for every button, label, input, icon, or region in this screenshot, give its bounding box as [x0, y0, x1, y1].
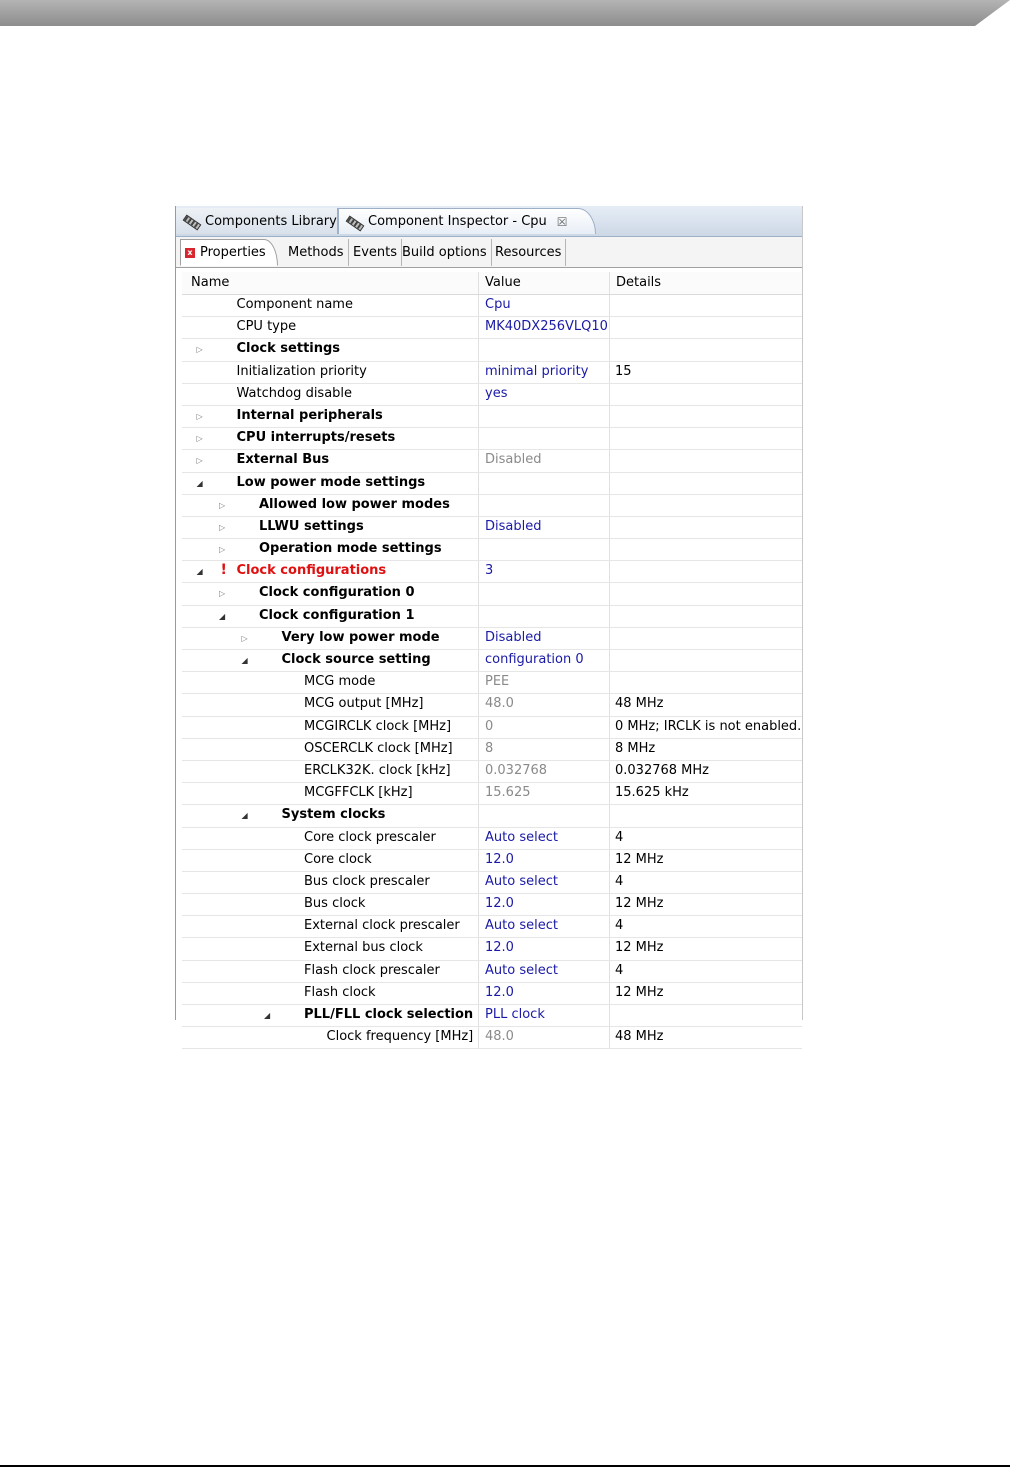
- tab-label: Properties: [200, 245, 266, 260]
- property-value[interactable]: Auto select: [485, 829, 558, 845]
- error-icon: x: [185, 248, 195, 258]
- property-name: Operation mode settings: [259, 541, 442, 557]
- tab-label: Methods: [288, 245, 344, 260]
- property-name: Clock configuration 0: [259, 585, 415, 601]
- property-name: MCGIRCLK clock [MHz]: [304, 718, 452, 734]
- property-row[interactable]: [182, 495, 802, 517]
- property-details: 12 MHz: [615, 896, 664, 912]
- expanded-arrow-icon[interactable]: ◢: [264, 1011, 271, 1020]
- property-details: 12 MHz: [615, 851, 664, 867]
- collapsed-arrow-icon[interactable]: ▷: [196, 456, 203, 466]
- property-value[interactable]: Disabled: [485, 518, 542, 534]
- property-value[interactable]: 3: [485, 563, 494, 579]
- property-name: Clock configurations: [236, 563, 387, 579]
- property-row[interactable]: [182, 295, 802, 317]
- property-name: PLL/FLL clock selection: [304, 1007, 474, 1022]
- property-value[interactable]: 0.032768: [485, 762, 548, 778]
- property-value[interactable]: 15.625: [485, 785, 531, 801]
- property-row[interactable]: [182, 850, 802, 872]
- property-details: 12 MHz: [615, 984, 664, 1000]
- property-row[interactable]: [182, 1005, 802, 1027]
- property-value[interactable]: yes: [485, 385, 508, 401]
- property-row[interactable]: [182, 428, 802, 450]
- property-value[interactable]: 48.0: [485, 696, 514, 712]
- property-value[interactable]: PLL clock: [485, 1007, 545, 1022]
- property-name: Bus clock prescaler: [304, 873, 430, 889]
- property-name: OSCERCLK clock [MHz]: [304, 740, 453, 756]
- property-value[interactable]: 12.0: [485, 851, 514, 867]
- tab-label: Resources: [495, 245, 562, 260]
- property-value[interactable]: 12.0: [485, 984, 514, 1000]
- property-row[interactable]: [182, 783, 802, 805]
- property-row[interactable]: [182, 339, 802, 361]
- tab-label: Events: [353, 245, 398, 260]
- component-plug-icon: [182, 213, 200, 229]
- tab-properties[interactable]: [180, 239, 278, 266]
- property-row[interactable]: [182, 473, 802, 495]
- expanded-arrow-icon[interactable]: ◢: [241, 656, 248, 665]
- property-details: 0 MHz; IRCLK is not enabled.: [615, 718, 802, 734]
- component-inspector-panel: [175, 206, 803, 1045]
- collapsed-arrow-icon[interactable]: ▷: [196, 434, 203, 444]
- property-name: Bus clock: [304, 896, 366, 912]
- property-row[interactable]: [182, 628, 802, 650]
- property-name: Low power mode settings: [236, 474, 426, 490]
- column-header-name[interactable]: Name: [191, 275, 230, 290]
- tab-components-library[interactable]: [176, 208, 338, 234]
- property-details: 8 MHz: [615, 740, 656, 756]
- expanded-arrow-icon[interactable]: ◢: [219, 611, 226, 621]
- property-row[interactable]: [182, 384, 802, 406]
- collapsed-arrow-icon[interactable]: ▷: [241, 633, 248, 643]
- tab-resources[interactable]: [491, 239, 566, 266]
- expanded-arrow-icon[interactable]: ◢: [196, 567, 203, 577]
- property-name: External bus clock: [304, 940, 423, 956]
- tab-events[interactable]: [349, 239, 402, 266]
- property-details: 0.032768 MHz: [615, 762, 709, 778]
- property-value[interactable]: Auto select: [485, 873, 558, 889]
- property-row[interactable]: [182, 539, 802, 561]
- property-name: Initialization priority: [236, 363, 367, 379]
- property-name: Core clock: [304, 851, 372, 867]
- property-details: 15.625 kHz: [615, 785, 689, 801]
- property-value[interactable]: minimal priority: [485, 363, 589, 379]
- property-details: 12 MHz: [615, 940, 664, 956]
- property-value[interactable]: Auto select: [485, 918, 558, 934]
- grid-header: [182, 272, 802, 295]
- property-row[interactable]: [182, 805, 802, 827]
- page-header-bar: [0, 0, 1010, 26]
- property-details: 4: [615, 962, 624, 978]
- property-details: 48 MHz: [615, 696, 664, 712]
- property-value[interactable]: Disabled: [485, 452, 542, 468]
- property-row[interactable]: [182, 561, 802, 583]
- tab-label: Component Inspector - Cpu: [368, 214, 547, 229]
- property-row[interactable]: [182, 828, 802, 850]
- property-value[interactable]: MK40DX256VLQ10: [485, 319, 608, 335]
- column-header-details[interactable]: Details: [616, 275, 662, 290]
- property-row[interactable]: [182, 362, 802, 384]
- properties-grid: [182, 272, 802, 1049]
- property-name: Internal peripherals: [236, 407, 383, 423]
- property-rows: [182, 295, 802, 1049]
- property-name: MCG output [MHz]: [304, 696, 424, 712]
- column-header-value[interactable]: Value: [485, 275, 521, 290]
- property-name: System clocks: [281, 807, 386, 823]
- property-row[interactable]: [182, 317, 802, 339]
- tab-label: Build options: [402, 245, 487, 260]
- property-name: Clock settings: [236, 341, 341, 357]
- property-value[interactable]: PEE: [485, 674, 510, 690]
- property-details: 4: [615, 829, 624, 845]
- property-row[interactable]: [182, 916, 802, 938]
- property-row[interactable]: [182, 872, 802, 894]
- property-row[interactable]: [182, 650, 802, 672]
- collapsed-arrow-icon[interactable]: ▷: [219, 500, 226, 510]
- tab-component-inspector[interactable]: [338, 208, 596, 234]
- collapsed-arrow-icon[interactable]: ▷: [219, 589, 226, 599]
- property-row[interactable]: [182, 739, 802, 761]
- property-name: External clock prescaler: [304, 918, 460, 934]
- property-row[interactable]: [182, 606, 802, 628]
- property-details: 4: [615, 873, 624, 889]
- property-row[interactable]: [182, 938, 802, 960]
- property-value[interactable]: 12.0: [485, 896, 514, 912]
- property-value[interactable]: 48.0: [485, 1029, 514, 1045]
- property-value[interactable]: Disabled: [485, 629, 542, 645]
- collapsed-arrow-icon[interactable]: ▷: [196, 411, 203, 421]
- close-icon[interactable]: ☒: [556, 214, 568, 229]
- expanded-arrow-icon[interactable]: ◢: [196, 478, 203, 488]
- error-marker-icon: !: [220, 562, 227, 579]
- property-name: Flash clock prescaler: [304, 962, 440, 978]
- property-row[interactable]: [182, 894, 802, 916]
- property-name: Clock configuration 1: [259, 607, 415, 623]
- property-name: MCG mode: [304, 674, 376, 690]
- property-row[interactable]: [182, 406, 802, 428]
- property-name: MCGFFCLK [kHz]: [304, 785, 413, 801]
- property-name: Flash clock: [304, 984, 376, 1000]
- property-name: Allowed low power modes: [259, 496, 450, 512]
- property-row[interactable]: [182, 961, 802, 983]
- property-value[interactable]: 12.0: [485, 940, 514, 956]
- property-details: 48 MHz: [615, 1029, 664, 1045]
- property-details: 4: [615, 918, 624, 934]
- property-name: Clock source setting: [281, 652, 431, 667]
- tab-build-options[interactable]: [398, 239, 492, 266]
- property-name: ERCLK32K. clock [kHz]: [304, 762, 451, 778]
- inspector-sub-tabs: [176, 237, 802, 268]
- expanded-arrow-icon[interactable]: ◢: [241, 811, 248, 821]
- property-row[interactable]: [182, 694, 802, 716]
- property-name: CPU type: [236, 319, 297, 335]
- property-name: External Bus: [236, 452, 330, 468]
- page-footer-rule: [0, 1465, 1010, 1467]
- property-row[interactable]: [182, 717, 802, 739]
- property-name: Clock frequency [MHz]: [326, 1029, 474, 1045]
- component-plug-icon: [345, 214, 363, 230]
- property-row[interactable]: [182, 983, 802, 1005]
- property-row[interactable]: [182, 517, 802, 539]
- view-tab-bar: [176, 206, 802, 237]
- collapsed-arrow-icon[interactable]: ▷: [196, 345, 203, 355]
- property-name: CPU interrupts/resets: [236, 430, 396, 446]
- property-value[interactable]: configuration 0: [485, 652, 584, 667]
- property-name: Watchdog disable: [236, 385, 353, 401]
- property-value[interactable]: 0: [485, 718, 494, 734]
- property-row[interactable]: [182, 450, 802, 472]
- tab-label: Components Library: [205, 213, 337, 229]
- property-name: LLWU settings: [259, 518, 364, 534]
- property-value[interactable]: Auto select: [485, 962, 558, 978]
- tab-methods[interactable]: [284, 239, 349, 266]
- property-row[interactable]: [182, 583, 802, 605]
- property-row[interactable]: [182, 761, 802, 783]
- property-name: Very low power mode: [281, 629, 440, 645]
- property-value[interactable]: 8: [485, 740, 494, 756]
- property-row[interactable]: [182, 672, 802, 694]
- property-row[interactable]: [182, 1027, 802, 1049]
- property-name: Component name: [236, 297, 353, 312]
- property-name: Core clock prescaler: [304, 829, 436, 845]
- property-details: 15: [615, 363, 632, 379]
- property-value[interactable]: Cpu: [485, 297, 511, 312]
- collapsed-arrow-icon[interactable]: ▷: [219, 545, 226, 555]
- collapsed-arrow-icon[interactable]: ▷: [219, 522, 226, 532]
